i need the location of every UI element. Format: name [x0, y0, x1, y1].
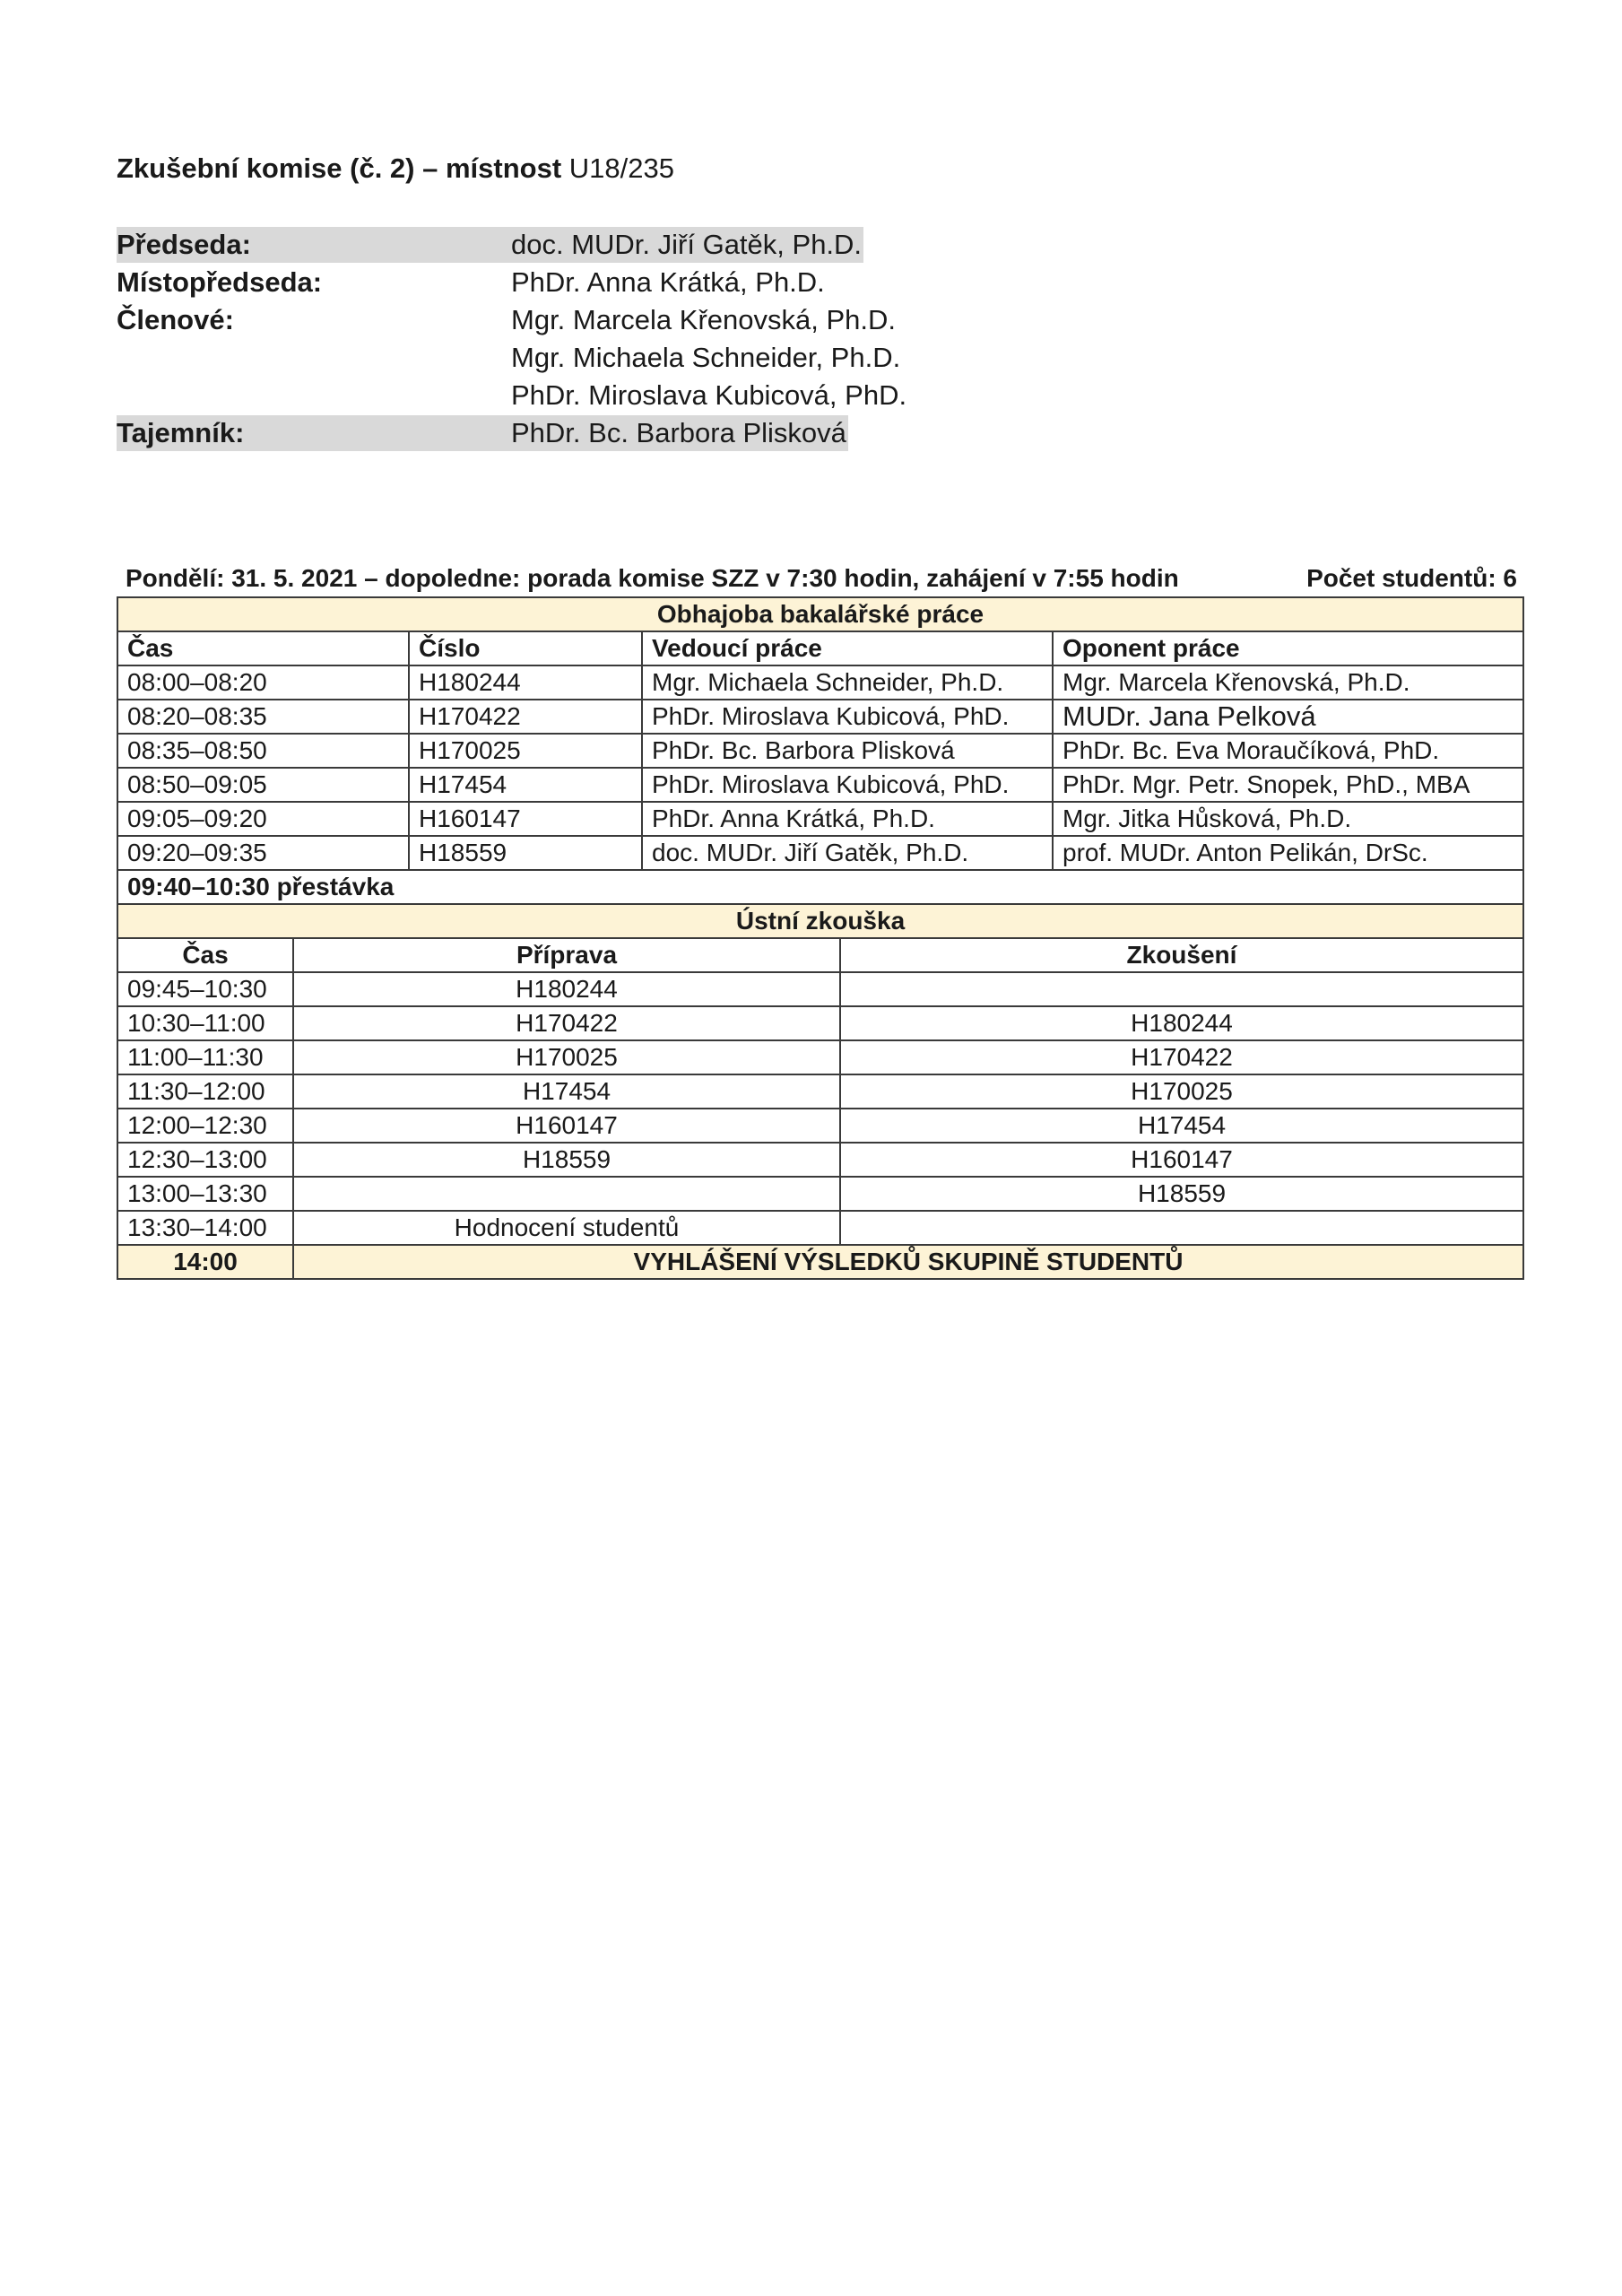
table-row	[117, 972, 1523, 1006]
committee-member-row	[117, 377, 1031, 414]
defense-title-row	[117, 597, 1523, 631]
final-time: 14:00	[117, 1245, 293, 1279]
table-row	[117, 1143, 1523, 1177]
cell-id: H170025	[409, 734, 642, 768]
cell-exam: H170025	[840, 1074, 1523, 1109]
cell-exam: H180244	[840, 1006, 1523, 1040]
cell-time: 09:05–09:20	[117, 802, 409, 836]
defense-header-row	[117, 631, 1523, 665]
cell-id: H170422	[409, 700, 642, 734]
secretary-label: Tajemník:	[117, 415, 511, 451]
final-row	[117, 1245, 1523, 1279]
cell-supervisor: PhDr. Bc. Barbora Plisková	[642, 734, 1053, 768]
break-row	[117, 870, 1523, 904]
cell-supervisor: PhDr. Anna Krátká, Ph.D.	[642, 802, 1053, 836]
schedule-header	[117, 561, 1522, 596]
cell-time: 12:30–13:00	[117, 1143, 293, 1177]
cell-time: 12:00–12:30	[117, 1109, 293, 1143]
cell-exam: H170422	[840, 1040, 1523, 1074]
cell-opponent: Mgr. Marcela Křenovská, Ph.D.	[1053, 665, 1523, 700]
cell-exam: H18559	[840, 1177, 1523, 1211]
cell-opponent: PhDr. Bc. Eva Moraučíková, PhD.	[1053, 734, 1523, 768]
cell-id: H18559	[409, 836, 642, 870]
member-name: Mgr. Marcela Křenovská, Ph.D.	[511, 304, 896, 335]
table-row	[117, 768, 1523, 802]
vice-label: Místopředseda:	[117, 266, 323, 298]
table-row	[117, 734, 1523, 768]
table-row	[117, 1211, 1523, 1245]
chair-label: Předseda:	[117, 227, 511, 263]
cell-time: 11:00–11:30	[117, 1040, 293, 1074]
cell-time: 09:45–10:30	[117, 972, 293, 1006]
table-row	[117, 1040, 1523, 1074]
cell-opponent: prof. MUDr. Anton Pelikán, DrSc.	[1053, 836, 1523, 870]
final-announcement: VYHLÁŠENÍ VÝSLEDKŮ SKUPINĚ STUDENTŮ	[293, 1245, 1523, 1279]
col-header: Oponent práce	[1053, 631, 1523, 665]
cell-time: 09:20–09:35	[117, 836, 409, 870]
cell-preparation: H160147	[293, 1109, 840, 1143]
table-row	[117, 1074, 1523, 1109]
chair-name: doc. MUDr. Jiří Gatěk, Ph.D.	[511, 227, 863, 263]
table-row	[117, 665, 1523, 700]
cell-time: 08:50–09:05	[117, 768, 409, 802]
cell-preparation: H180244	[293, 972, 840, 1006]
cell-preparation	[293, 1177, 840, 1211]
oral-title-row	[117, 904, 1523, 938]
members-label: Členové:	[117, 304, 234, 335]
schedule	[117, 561, 1522, 1280]
table-row	[117, 1006, 1523, 1040]
title-main: Zkušební komise (č. 2) – místnost	[117, 152, 562, 184]
col-header: Čas	[117, 938, 293, 972]
cell-supervisor: doc. MUDr. Jiří Gatěk, Ph.D.	[642, 836, 1053, 870]
committee-chair-row	[117, 226, 1031, 264]
cell-preparation: Hodnocení studentů	[293, 1211, 840, 1245]
page-title	[117, 152, 674, 185]
member-name: PhDr. Miroslava Kubicová, PhD.	[511, 379, 907, 411]
committee-member-row	[117, 301, 1031, 339]
table-row	[117, 700, 1523, 734]
cell-time: 08:35–08:50	[117, 734, 409, 768]
cell-time: 13:00–13:30	[117, 1177, 293, 1211]
table-row	[117, 802, 1523, 836]
committee-member-row	[117, 339, 1031, 377]
oral-table	[117, 903, 1524, 1280]
committee-vice-row	[117, 264, 1031, 301]
cell-supervisor: Mgr. Michaela Schneider, Ph.D.	[642, 665, 1053, 700]
cell-time: 08:20–08:35	[117, 700, 409, 734]
cell-preparation: H18559	[293, 1143, 840, 1177]
room-number: U18/235	[568, 152, 674, 184]
day-info: Pondělí: 31. 5. 2021 – dopoledne: porada komise SZZ v 7:30 hodin, zahájení v 7:55 hodin	[126, 564, 1179, 592]
table-row	[117, 1177, 1523, 1211]
cell-opponent: MUDr. Jana Pelková	[1053, 700, 1523, 734]
cell-supervisor: PhDr. Miroslava Kubicová, PhD.	[642, 768, 1053, 802]
cell-preparation: H170025	[293, 1040, 840, 1074]
cell-time: 13:30–14:00	[117, 1211, 293, 1245]
cell-opponent: Mgr. Jitka Hůsková, Ph.D.	[1053, 802, 1523, 836]
oral-title: Ústní zkouška	[117, 904, 1523, 938]
cell-exam: H160147	[840, 1143, 1523, 1177]
defense-title: Obhajoba bakalářské práce	[117, 597, 1523, 631]
vice-name: PhDr. Anna Krátká, Ph.D.	[511, 266, 825, 298]
cell-preparation: H17454	[293, 1074, 840, 1109]
committee-list	[117, 226, 1031, 452]
cell-preparation: H170422	[293, 1006, 840, 1040]
cell-time: 10:30–11:00	[117, 1006, 293, 1040]
cell-exam	[840, 1211, 1523, 1245]
col-header: Zkoušení	[840, 938, 1523, 972]
secretary-name: PhDr. Bc. Barbora Plisková	[511, 415, 848, 451]
table-row	[117, 836, 1523, 870]
defense-table	[117, 596, 1524, 905]
cell-exam	[840, 972, 1523, 1006]
col-header: Číslo	[409, 631, 642, 665]
cell-exam: H17454	[840, 1109, 1523, 1143]
cell-time: 08:00–08:20	[117, 665, 409, 700]
col-header: Příprava	[293, 938, 840, 972]
cell-id: H17454	[409, 768, 642, 802]
cell-time: 11:30–12:00	[117, 1074, 293, 1109]
cell-opponent: PhDr. Mgr. Petr. Snopek, PhD., MBA	[1053, 768, 1523, 802]
committee-secretary-row	[117, 414, 1031, 452]
cell-id: H180244	[409, 665, 642, 700]
oral-header-row	[117, 938, 1523, 972]
member-name: Mgr. Michaela Schneider, Ph.D.	[511, 342, 901, 373]
col-header: Čas	[117, 631, 409, 665]
cell-id: H160147	[409, 802, 642, 836]
cell-supervisor: PhDr. Miroslava Kubicová, PhD.	[642, 700, 1053, 734]
col-header: Vedoucí práce	[642, 631, 1053, 665]
table-row	[117, 1109, 1523, 1143]
break-text: 09:40–10:30 přestávka	[117, 870, 1523, 904]
student-count: Počet studentů: 6	[1306, 564, 1517, 592]
